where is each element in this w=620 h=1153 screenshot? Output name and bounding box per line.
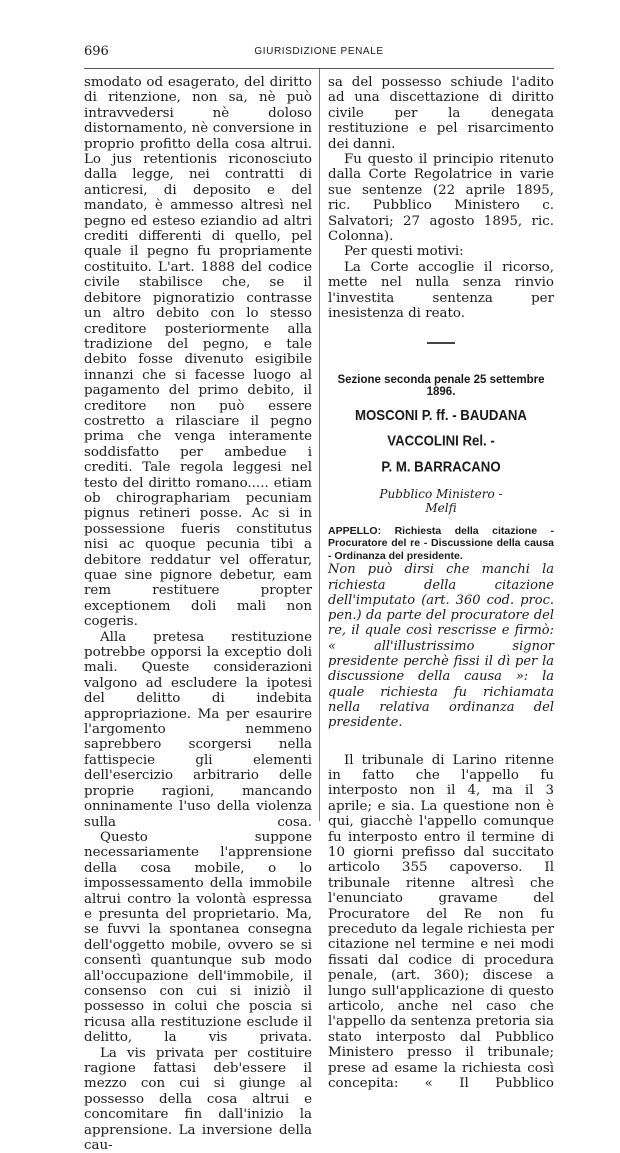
right-paragraph-2: Fu questo il principio ritenuto dalla Corte Regolatrice in varie sue sentenze (22 aprile 1895, ric. Pubblico Ministero c. Salvatori; 27 agosto 1895, ric. Colonna). [328,152,554,245]
parties-line-2: P. M. BARRACANO [381,457,501,475]
right-column [328,75,554,1091]
column-divider [319,69,320,821]
public-ministry [328,487,554,515]
parties-line-1: MOSCONI P. ff. - BAUDANA VACCOLINI Rel. - [355,405,527,449]
page-number: 696 [84,44,109,59]
pm-line-2: Melfi [425,500,457,515]
pm-line-1: Pubblico Ministero - [379,486,503,501]
left-paragraph-3: Questo suppone necessariamente l'apprensione della cosa mobile, o lo impossessamento della immobile altrui contro la volontà espressa e presunta del proprietario. Ma, se fuvvi la spontanea consegna dell'oggetto mobile, ovvero se si consentì quantunque sub modo all'occupazione dell'immobile, il consenso con cui si iniziò il possesso in colui che poscia si ricusa alla restituzione esclude il delitto, la vis privata. [84,829,312,1046]
left-paragraph-1: smodato od esagerato, del diritto di ritenzione, non sa, nè può intravvedersi nè doloso distornamento, nè conversione in proprio profitto della cosa altrui. Lo jus retentionis riconosciuto dalla legge, nei contratti di anticresi, di deposito e del mandato, è ammesso altresì nel pegno ed esteso eziandio ad altri crediti differenti di quello, pel quale il pegno fu propriamente costituito. L'art. 1888 del codice civile stabilisce che, se il debitore pignoratizio contrasse un altro debito con lo stesso creditore posteriormente alla tradizione del pegno, e tale debito fosse divenuto esigibile innanzi che si facesse luogo al pagamento del primo debito, il creditore non può essere costretto a rilasciare il pegno prima che venga interamente soddisfatto per ambedue i crediti. Tale regola leggesi nel testo del diritto romano..... etiam ob chirographariam pecuniam pignus retineri posse. Ac si in possessione fueris constitutus nisi ac quoque pecunia tibi a debitore reddatur vel offeratur, quae sine pignore debetur, eam rem restituere propter exceptionem doli mali non cogeris. [84,75,312,630]
right-paragraph-3: Per questi motivi: [344,244,464,260]
right-paragraph-1: sa del possesso schiude l'adito ad una discettazione di diritto civile per la denegata restituzione e pel risarcimento dei danni. [328,75,554,152]
case-subject [328,525,554,563]
left-column [84,75,312,1153]
section-ornament [427,342,455,344]
subject-text: Richiesta della citazione - Procuratore del re - Discussione della causa - Ordinanza del presidente. [328,524,554,562]
subject-label: APPELLO: [328,524,382,537]
case-maxim: Non può dirsi che manchi la richiesta della citazione dell'imputato (art. 360 cod. proc. pen.) da parte del procuratore del re, il quale così rescrisse e firmò: « all'illustrissimo signor presidente perchè fissi il dì per la discussione della causa »: la quale richiesta fu richiamata nella relativa ordinanza del presidente. [328,562,554,731]
left-paragraph-2: Alla pretesa restituzione potrebbe opporsi la exceptio doli mali. Queste considerazioni valgono ad escludere la ipotesi del delitto di indebita appropriazione. Ma per esaurire l'argomento nemmeno saprebbero scorgersi nella fattispecie gli elementi dell'esercizio arbitrario delle proprie ragioni, mancando onninamente l'uso della violenza sulla cosa. [84,629,312,830]
page-header [84,44,554,62]
section-date: Sezione seconda penale 25 settembre 1896. [337,373,545,398]
case-parties [328,401,554,478]
running-head: GIURISDIZIONE PENALE [254,46,384,57]
right-body-paragraph: Il tribunale di Larino ritenne in fatto che l'appello fu interposto non il 4, ma il 3 aprile; e sia. La questione non è qui, giacchè l'appello comunque fu interposto entro il termine di 10 giorni prefisso dal succitato articolo 355 capoverso. Il tribunale ritenne altresì che l'enunciato gravame del Procuratore del Re non fu preceduto da legale richiesta per citazione nel termine e nei modi fissati dal codice di procedura penale, (art. 360); discese a lungo sull'applicazione di questo articolo, anche nel caso che l'appello da sentenza pretoria sia stato interposto dal Pubblico Ministero presso il tribunale; prese ad esame la richiesta così concepita: « Il Pubblico [328,752,554,1092]
right-paragraph-4: La Corte accoglie il ricorso, mette nel nulla senza rinvio l'investita sentenza per inesistenza di reato. [328,259,554,322]
left-paragraph-4: La vis privata per costituire ragione fattasi deb'essere il mezzo con cui si giunge al possesso della cosa altrui e concomitare fin dall'inizio la apprensione. La inversione della cau- [84,1045,312,1153]
